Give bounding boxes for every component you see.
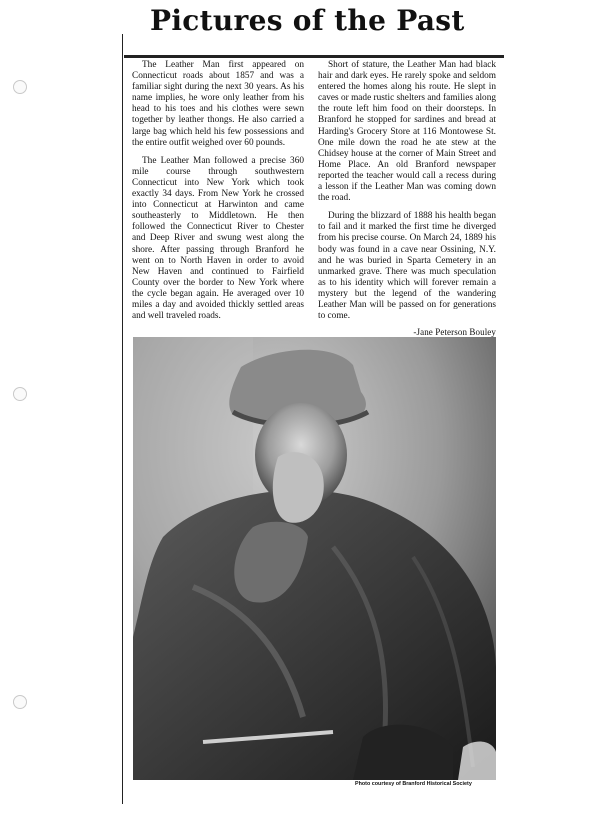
article-column-left xyxy=(132,60,304,329)
article-paragraph: The Leather Man followed a precise 360 mile course through southwestern Connecticut into New York which took exactly 34 days. From New York he crossed into Connecticut at Harwinton and came southeasterly to Middletown. He then followed the Connecticut River to Chester and Deep River and swung west along the shore. After passing through Branford he went on to North Haven in order to avoid New Haven and continued to Fairfield County over the border to New York where the cycle began again. He averaged over 10 miles a day and avoided thickly settled areas and well traveled roads. xyxy=(132,155,304,322)
article-paragraph: During the blizzard of 1888 his health began to fail and it marked the first time he diverged from his precise course. On March 24, 1889 his body was found in a cave near Ossining, N.Y. and he was buried in Sparta Cemetery in an unmarked grave. There was much speculation as to his identity which will forever remain a mystery but the legend of the wandering Leather Man will be passed on for generations to come. xyxy=(318,211,496,322)
photo-illustration xyxy=(133,337,496,780)
author-byline: -Jane Peterson Bouley xyxy=(413,327,496,338)
header-rule xyxy=(124,55,504,58)
binder-hole-bottom xyxy=(13,695,27,709)
article-paragraph: The Leather Man first appeared on Connecticut roads about 1857 and was a familiar sight during the next 30 years. As his name implies, he wore only leather from his head to his toes and his clothes were sewn together by leather thongs. He also carried a large bag which held his few possessions and the entire outfit weighed over 60 pounds. xyxy=(132,60,304,148)
article-paragraph: Short of stature, the Leather Man had black hair and dark eyes. He rarely spoke and seldom entered the homes along his route. He slept in caves or made rustic shelters and families along the route left him food on their doorsteps. In Branford he stopped for sardines and bread at Harding's Grocery Store at 116 Montowese St. One mile down the road he ate stew at the Chidsey house at the corner of Main Street and Home Place. An old Branford newspaper reported the teacher would call a recess during a lesson if the Leather Man was coming down the road. xyxy=(318,60,496,204)
column-rule-vertical xyxy=(122,34,123,804)
page-title: Pictures of the Past xyxy=(150,4,465,37)
binder-hole-middle xyxy=(13,387,27,401)
binder-hole-top xyxy=(13,80,27,94)
leather-man-photograph xyxy=(133,337,496,780)
article-column-right xyxy=(318,60,496,338)
photo-credit: Photo courtesy of Branford Historical Society xyxy=(355,781,472,787)
